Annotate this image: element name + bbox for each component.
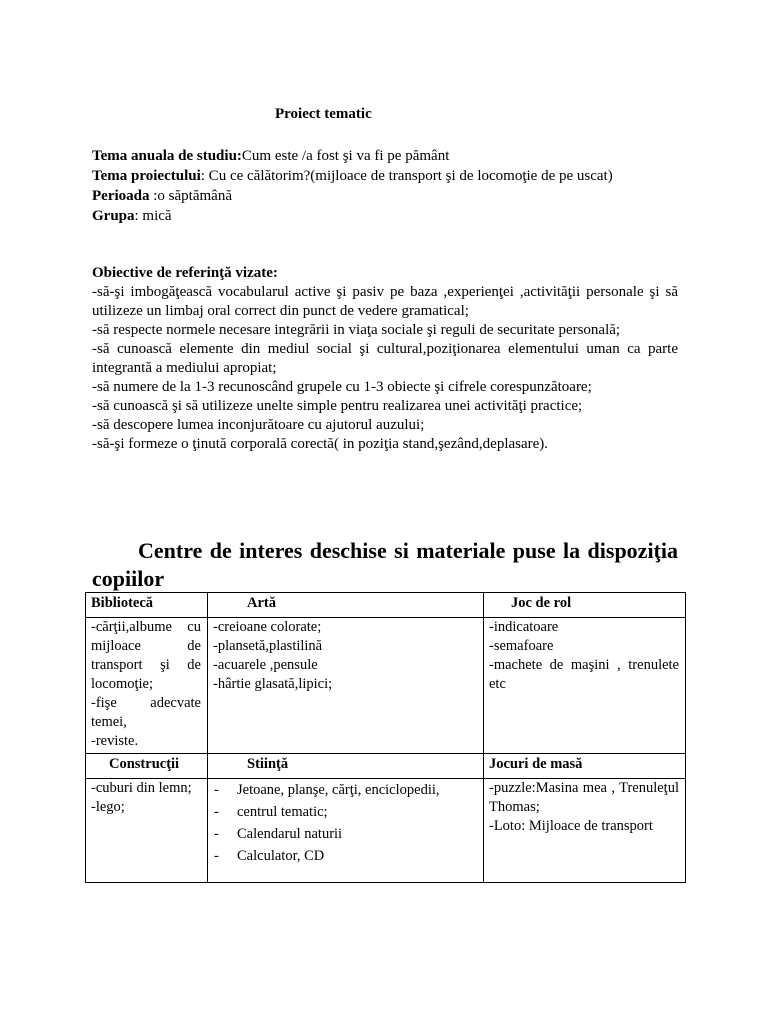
cell-line: -indicatoare <box>489 619 559 635</box>
header-constructii <box>86 754 208 779</box>
objective-item: -să descopere lumea inconjurătoare cu ajutorul auzului; <box>92 417 425 433</box>
cell-biblioteca <box>86 618 208 754</box>
cell-line: -hârtie glasată,lipici; <box>213 676 333 692</box>
project-meta <box>92 146 682 226</box>
meta-group <box>92 206 682 226</box>
cell-line: -lego; <box>91 799 125 815</box>
objective-item: -să cunoască elemente din mediul social şi cultural,poziţionarea elementului uman ca parte integrantă a mediului apropiat; <box>92 341 678 376</box>
header-arta <box>208 593 484 618</box>
science-list <box>213 779 477 867</box>
cell-stiinta <box>208 779 484 883</box>
header-label: Joc de rol <box>511 595 572 611</box>
table-row <box>86 779 686 883</box>
header-biblioteca <box>86 593 208 618</box>
cell-line: -puzzle:Masina mea , Trenuleţul Thomas; <box>489 780 679 815</box>
cell-joc-de-rol <box>484 618 686 754</box>
objective-item: -să cunoască şi să utilizeze unelte simple pentru realizarea unei activităţi practice; <box>92 398 583 414</box>
cell-constructii <box>86 779 208 883</box>
objective-item: -să-şi imbogăţească vocabularul active şi pasiv pe baza ,experienţei ,activităţii personale şi să utilizeze un limbaj oral correct din punct de vedere gramatical; <box>92 284 678 319</box>
objective-item: -să numere de la 1-3 recunoscând grupele cu 1-3 obiecte şi cifrele corespunzătoare; <box>92 379 592 395</box>
cell-line: -creioane colorate; <box>213 619 322 635</box>
cell-line: -cuburi din lemn; <box>91 780 192 796</box>
header-joc-de-rol <box>484 593 686 618</box>
meta-label: Tema proiectului <box>92 168 201 184</box>
cell-line: -semafoare <box>489 638 554 654</box>
header-jocuri-de-masa <box>484 754 686 779</box>
cell-line: -reviste. <box>91 733 139 749</box>
header-label: Construcţii <box>109 756 180 772</box>
meta-label: Tema anuala de studiu: <box>92 148 242 164</box>
header-label: Jocuri de masă <box>489 756 583 772</box>
list-item: - Calendarul naturii <box>213 823 477 845</box>
list-item: - Calculator, CD <box>213 845 477 867</box>
objective-item: -să-şi formeze o ţinută corporală corectă( in poziţia stand,şezând,deplasare). <box>92 436 549 452</box>
meta-value: : Cu ce călătorim?(mijloace de transport şi de locomoţie de pe uscat) <box>200 168 613 184</box>
cell-line: -plansetă,plastilină <box>213 638 323 654</box>
cell-line: -Loto: Mijloace de transport <box>489 818 653 834</box>
meta-label: Perioada <box>92 188 150 204</box>
list-item: - Jetoane, planşe, cărţi, enciclopedii, <box>213 779 477 801</box>
cell-arta <box>208 618 484 754</box>
meta-project-theme <box>92 166 682 186</box>
header-label: Artă <box>247 595 276 611</box>
meta-period <box>92 186 682 206</box>
objectives-section <box>92 264 678 454</box>
meta-label: Grupa <box>92 208 135 224</box>
cell-line: -cărţii,albume cu mijloace de transport şi de locomoţie; <box>91 619 201 692</box>
cell-line: -fişe adecvate temei, <box>91 695 201 730</box>
objective-item: -să respecte normele necesare integrării in viaţa sociale şi reguli de securitate personală; <box>92 322 621 338</box>
header-label: Bibliotecă <box>91 595 154 611</box>
table-header-row <box>86 593 686 618</box>
table-row <box>86 618 686 754</box>
header-stiinta <box>208 754 484 779</box>
cell-jocuri-de-masa <box>484 779 686 883</box>
meta-value: : mică <box>134 208 172 224</box>
meta-annual-theme <box>92 146 682 166</box>
table-header-row <box>86 754 686 779</box>
interest-centers-table <box>85 592 686 883</box>
objectives-heading: Obiective de referinţă vizate: <box>92 265 278 281</box>
document-title: Proiect tematic <box>275 106 372 122</box>
cell-line: -acuarele ,pensule <box>213 657 318 673</box>
header-label: Stiinţă <box>247 756 289 772</box>
meta-value: :o săptămână <box>149 188 232 204</box>
cell-line: -machete de maşini , trenulete etc <box>489 657 679 692</box>
list-item: - centrul tematic; <box>213 801 477 823</box>
centers-title: Centre de interes deschise si materiale puse la dispoziţia copiilor <box>92 538 678 591</box>
meta-value: Cum este /a fost şi va fi pe pământ <box>241 148 450 164</box>
